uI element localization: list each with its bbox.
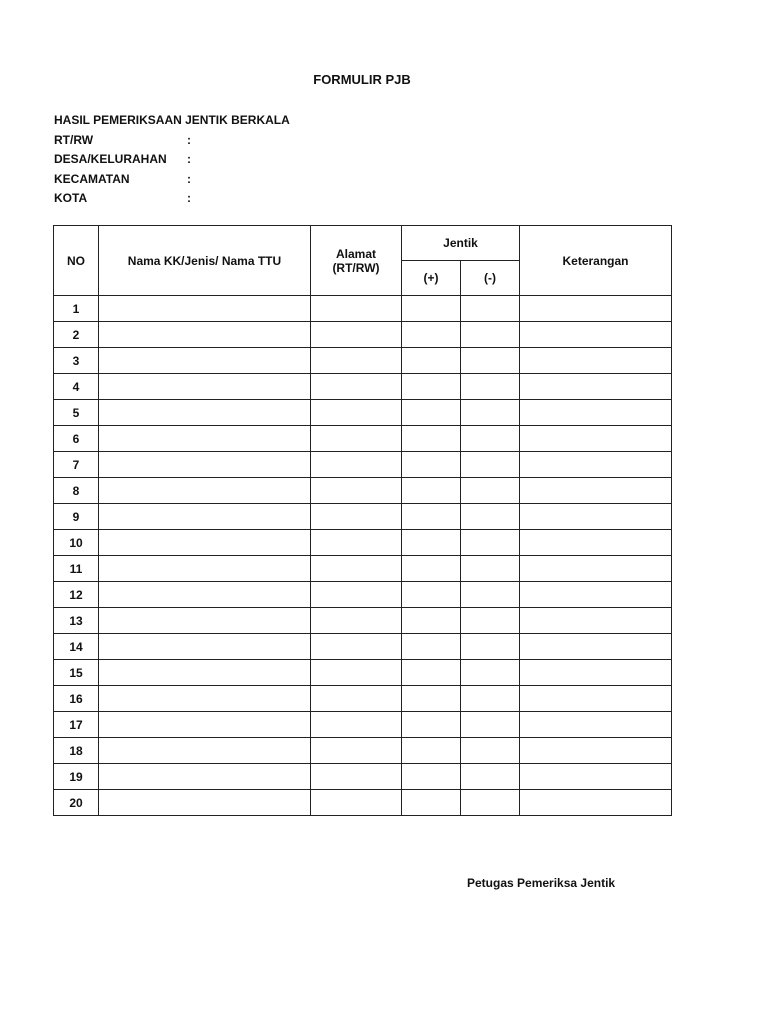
header-jentik: Jentik — [402, 226, 520, 261]
table-row — [54, 608, 672, 634]
cell-no: 8 — [54, 478, 99, 504]
cell-positive — [402, 504, 461, 530]
table-row — [54, 452, 672, 478]
cell-no: 7 — [54, 452, 99, 478]
cell-alamat — [311, 504, 402, 530]
cell-positive — [402, 348, 461, 374]
table-row — [54, 790, 672, 816]
table-row — [54, 478, 672, 504]
cell-positive — [402, 374, 461, 400]
cell-keterangan — [520, 738, 672, 764]
cell-nama — [99, 400, 311, 426]
cell-keterangan — [520, 348, 672, 374]
cell-nama — [99, 764, 311, 790]
field-separator: : — [187, 152, 191, 166]
cell-negative — [461, 790, 520, 816]
cell-keterangan — [520, 712, 672, 738]
cell-negative — [461, 660, 520, 686]
cell-positive — [402, 296, 461, 322]
signature-label: Petugas Pemeriksa Jentik — [467, 876, 616, 890]
cell-alamat — [311, 374, 402, 400]
field-rt-rw — [54, 131, 290, 151]
cell-negative — [461, 530, 520, 556]
cell-nama — [99, 790, 311, 816]
table-row — [54, 322, 672, 348]
field-label: DESA/KELURAHAN — [54, 152, 167, 166]
cell-no: 13 — [54, 608, 99, 634]
cell-nama — [99, 660, 311, 686]
cell-positive — [402, 764, 461, 790]
cell-no: 2 — [54, 322, 99, 348]
field-label: KECAMATAN — [54, 171, 130, 186]
cell-alamat — [311, 348, 402, 374]
cell-keterangan — [520, 686, 672, 712]
cell-keterangan — [520, 530, 672, 556]
header-alamat-line1: Alamat — [335, 246, 376, 261]
cell-nama — [99, 712, 311, 738]
cell-positive — [402, 530, 461, 556]
header-negative: (-) — [461, 261, 520, 296]
cell-positive — [402, 712, 461, 738]
table-row — [54, 738, 672, 764]
cell-no: 1 — [54, 296, 99, 322]
inspection-table — [53, 225, 672, 816]
cell-nama — [99, 608, 311, 634]
cell-alamat — [311, 634, 402, 660]
cell-no: 19 — [54, 764, 99, 790]
table-row — [54, 530, 672, 556]
cell-nama — [99, 634, 311, 660]
cell-keterangan — [520, 452, 672, 478]
cell-negative — [461, 712, 520, 738]
cell-negative — [461, 556, 520, 582]
cell-no: 5 — [54, 400, 99, 426]
cell-alamat — [311, 478, 402, 504]
cell-keterangan — [520, 764, 672, 790]
table-row — [54, 764, 672, 790]
cell-nama — [99, 348, 311, 374]
header-alamat — [311, 226, 402, 296]
table-row — [54, 348, 672, 374]
cell-negative — [461, 426, 520, 452]
cell-positive — [402, 634, 461, 660]
table-header-row — [54, 226, 672, 261]
cell-no: 20 — [54, 790, 99, 816]
cell-nama — [99, 478, 311, 504]
cell-negative — [461, 608, 520, 634]
cell-no: 10 — [54, 530, 99, 556]
cell-nama — [99, 556, 311, 582]
header-no: NO — [54, 226, 99, 296]
cell-alamat — [311, 426, 402, 452]
cell-keterangan — [520, 556, 672, 582]
table-row — [54, 582, 672, 608]
table-row — [54, 712, 672, 738]
cell-nama — [99, 296, 311, 322]
field-kota — [54, 189, 290, 209]
field-label: KOTA — [54, 191, 88, 205]
header-nama: Nama KK/Jenis/ Nama TTU — [99, 226, 311, 296]
cell-alamat — [311, 738, 402, 764]
cell-keterangan — [520, 504, 672, 530]
cell-no: 9 — [54, 504, 99, 530]
cell-positive — [402, 660, 461, 686]
cell-positive — [402, 400, 461, 426]
field-kecamatan — [54, 170, 290, 190]
cell-nama — [99, 530, 311, 556]
field-label: RT/RW — [54, 132, 94, 147]
cell-keterangan — [520, 426, 672, 452]
info-section — [54, 111, 290, 209]
cell-keterangan — [520, 660, 672, 686]
cell-negative — [461, 452, 520, 478]
cell-nama — [99, 504, 311, 530]
cell-no: 14 — [54, 634, 99, 660]
field-separator: : — [187, 171, 191, 186]
cell-nama — [99, 322, 311, 348]
cell-nama — [99, 686, 311, 712]
field-separator: : — [187, 132, 191, 147]
table-row — [54, 634, 672, 660]
cell-positive — [402, 790, 461, 816]
cell-no: 4 — [54, 374, 99, 400]
cell-negative — [461, 400, 520, 426]
cell-negative — [461, 322, 520, 348]
cell-alamat — [311, 764, 402, 790]
table-row — [54, 556, 672, 582]
table-row — [54, 504, 672, 530]
cell-positive — [402, 322, 461, 348]
cell-keterangan — [520, 582, 672, 608]
cell-nama — [99, 738, 311, 764]
table-row — [54, 426, 672, 452]
cell-negative — [461, 764, 520, 790]
header-keterangan: Keterangan — [520, 226, 672, 296]
table-body — [54, 296, 672, 816]
cell-no: 11 — [54, 556, 99, 582]
cell-no: 16 — [54, 686, 99, 712]
cell-nama — [99, 582, 311, 608]
cell-no: 17 — [54, 712, 99, 738]
cell-positive — [402, 452, 461, 478]
cell-positive — [402, 686, 461, 712]
cell-nama — [99, 374, 311, 400]
table-row — [54, 660, 672, 686]
cell-positive — [402, 426, 461, 452]
cell-negative — [461, 634, 520, 660]
cell-keterangan — [520, 374, 672, 400]
cell-positive — [402, 738, 461, 764]
cell-negative — [461, 504, 520, 530]
cell-nama — [99, 426, 311, 452]
cell-no: 3 — [54, 348, 99, 374]
cell-positive — [402, 478, 461, 504]
cell-negative — [461, 478, 520, 504]
cell-alamat — [311, 608, 402, 634]
cell-keterangan — [520, 322, 672, 348]
cell-negative — [461, 686, 520, 712]
cell-positive — [402, 582, 461, 608]
cell-no: 6 — [54, 426, 99, 452]
cell-keterangan — [520, 296, 672, 322]
cell-alamat — [311, 296, 402, 322]
cell-alamat — [311, 530, 402, 556]
cell-keterangan — [520, 608, 672, 634]
document-subtitle: HASIL PEMERIKSAAN JENTIK BERKALA — [54, 113, 290, 127]
cell-no: 12 — [54, 582, 99, 608]
cell-alamat — [311, 660, 402, 686]
cell-alamat — [311, 556, 402, 582]
cell-alamat — [311, 322, 402, 348]
cell-nama — [99, 452, 311, 478]
field-desa-kelurahan — [54, 150, 290, 170]
table-row — [54, 296, 672, 322]
cell-negative — [461, 374, 520, 400]
cell-alamat — [311, 400, 402, 426]
cell-keterangan — [520, 790, 672, 816]
cell-alamat — [311, 452, 402, 478]
cell-positive — [402, 608, 461, 634]
cell-alamat — [311, 582, 402, 608]
table-row — [54, 686, 672, 712]
cell-alamat — [311, 712, 402, 738]
cell-negative — [461, 738, 520, 764]
cell-negative — [461, 582, 520, 608]
cell-no: 15 — [54, 660, 99, 686]
table-row — [54, 400, 672, 426]
cell-keterangan — [520, 478, 672, 504]
cell-keterangan — [520, 400, 672, 426]
document-title: FORMULIR PJB — [313, 72, 411, 87]
header-alamat-line2: (RT/RW) — [332, 260, 380, 275]
table-row — [54, 374, 672, 400]
field-separator: : — [187, 191, 191, 205]
cell-keterangan — [520, 634, 672, 660]
cell-negative — [461, 296, 520, 322]
header-positive: (+) — [402, 261, 461, 296]
cell-alamat — [311, 686, 402, 712]
cell-positive — [402, 556, 461, 582]
cell-alamat — [311, 790, 402, 816]
cell-negative — [461, 348, 520, 374]
cell-no: 18 — [54, 738, 99, 764]
